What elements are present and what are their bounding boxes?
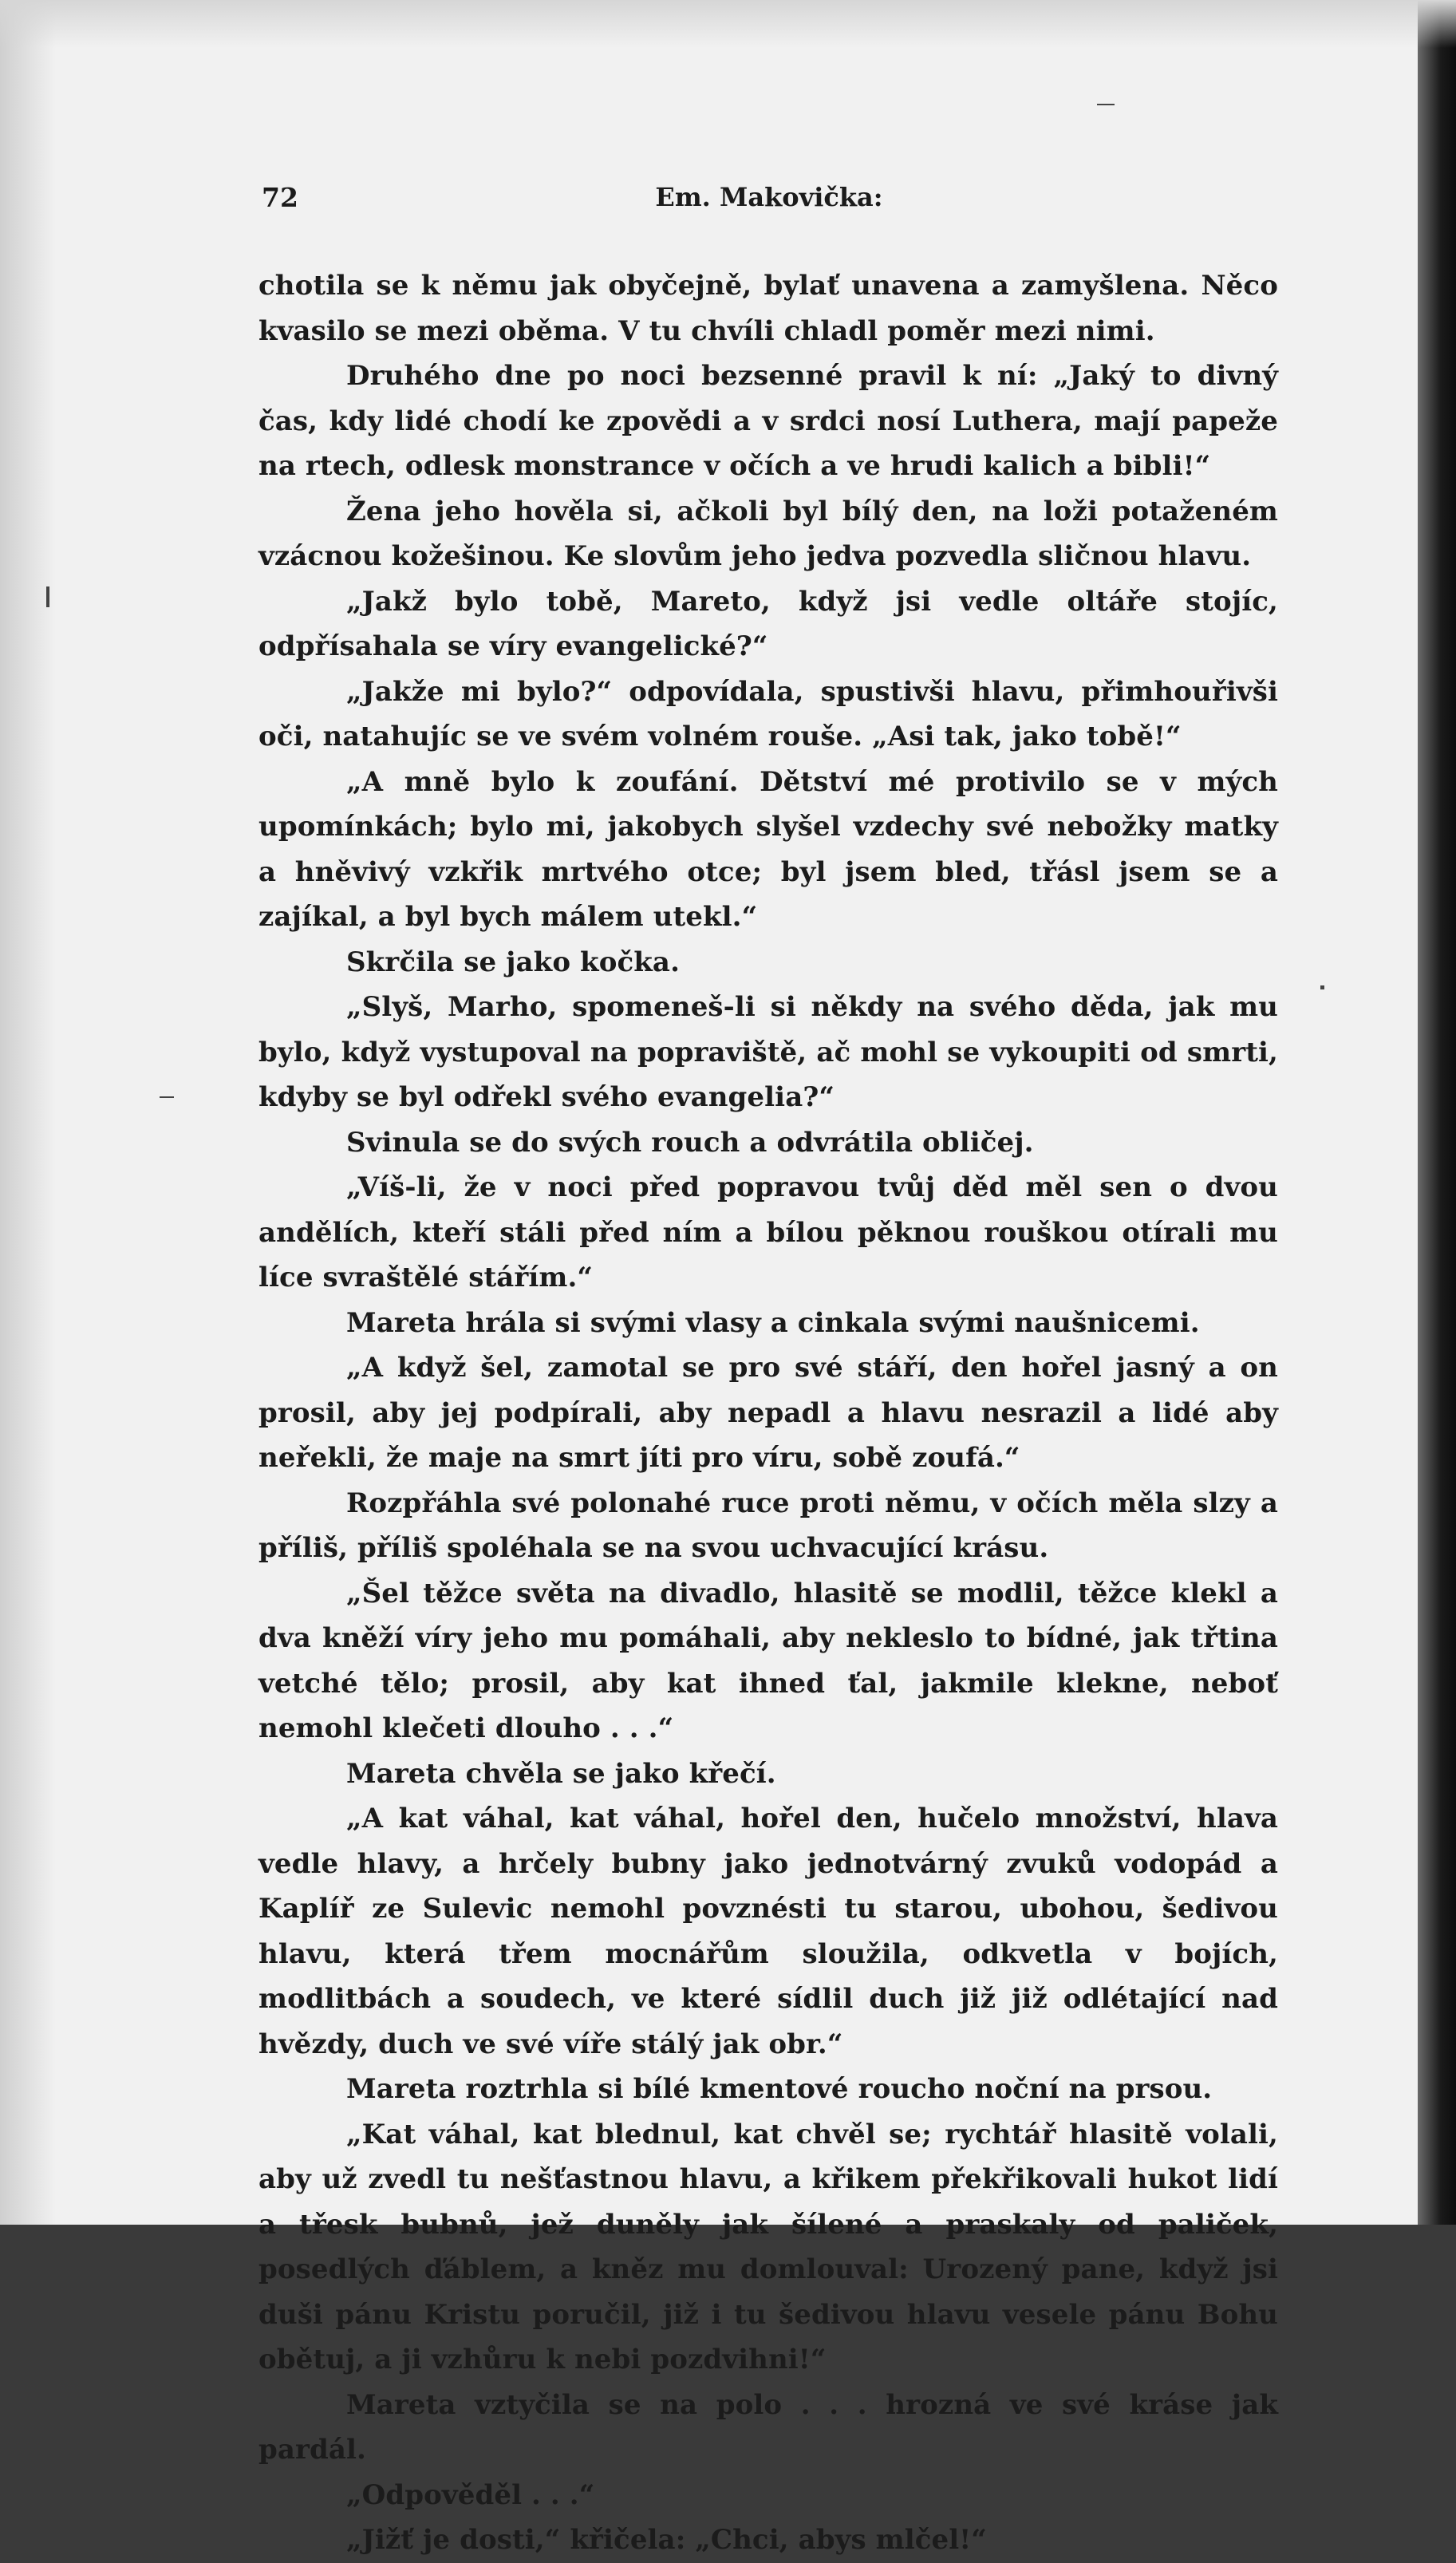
paragraph: Rozpřáhla své polonahé ruce proti němu, v očích měla slzy a příliš, příliš spoléhala se na svou uchvacující krásu.	[258, 1487, 1278, 1564]
paragraph: „A když šel, zamotal se pro své stáří, den hořel jasný a on prosil, aby jej podpírali, aby nepadl a hlavu nesrazil a lidé aby neřekli, že maje na smrt jíti pro víru, sobě zoufá.“	[258, 1352, 1278, 1474]
body-text	[258, 263, 1278, 2563]
paragraph: Skrčila se jako kočka.	[346, 946, 681, 978]
paragraph: „Jižť je dosti,“ křičela: „Chci, abys mlčel!“	[346, 2524, 987, 2556]
paragraph: „Šel těžce světa na divadlo, hlasitě se modlil, těžce klekl a dva kněží víry jeho mu pomáhali, aby nekleslo to bídné, jak třtina vetché tělo; prosil, aby kat ihned ťal, jakmile klekne, neboť nemohl klečeti dlouho . . .“	[258, 1577, 1278, 1744]
paragraph: Mareta chvěla se jako křečí.	[346, 1757, 776, 1790]
paragraph: „Odpověděl . . .“	[346, 2478, 595, 2511]
page-edge-shadow	[1418, 0, 1456, 2225]
paragraph: chotila se k němu jak obyčejně, bylať unavena a zamyšlena. Něco kvasilo se mezi oběma. V tu chvíli chladl poměr mezi nimi.	[258, 270, 1278, 347]
paragraph: Druhého dne po noci bezsenné pravil k ní: „Jaký to divný čas, kdy lidé chodí ke zpovědi a v srdci nosí Luthera, mají papeže na rtech, odlesk monstrance v očích a ve hrudi kalich a bibli!“	[258, 360, 1278, 482]
paragraph: Mareta vztyčila se na polo . . . hrozná ve své kráse jak pardál.	[258, 2388, 1278, 2466]
paragraph: Mareta hrála si svými vlasy a cinkala svými naušnicemi.	[346, 1306, 1200, 1339]
page-number: 72	[262, 182, 298, 213]
paragraph: Žena jeho hověla si, ačkoli byl bílý den, na loži potaženém vzácnou kožešinou. Ke slovům jeho jedva pozvedla sličnou hlavu.	[258, 495, 1278, 572]
paragraph: „A mně bylo k zoufání. Dětství mé protivilo se v mých upomínkách; bylo mi, jakobych slyšel vzdechy své nebožky matky a hněvivý vzkřik mrtvého otce; byl jsem bled, třásl jsem se a zajíkal, a byl bych málem utekl.“	[258, 765, 1278, 933]
paragraph: „Jakž bylo tobě, Mareto, když jsi vedle oltáře stojíc, odpřísahala se víry evangelické?“	[258, 585, 1278, 662]
paragraph: „Víš-li, že v noci před popravou tvůj děd měl sen o dvou andělích, kteří stáli před ním a bílou pěknou rouškou otírali mu líce svraštělé stářím.“	[258, 1171, 1278, 1293]
running-head: Em. Makovička:	[655, 182, 883, 212]
margin-mark	[160, 1096, 174, 1098]
margin-mark	[1320, 985, 1324, 989]
page-header	[262, 182, 1276, 230]
margin-mark	[1097, 104, 1115, 105]
margin-mark	[46, 586, 49, 607]
paragraph: Mareta roztrhla si bílé kmentové roucho noční na prsou.	[346, 2073, 1213, 2105]
paragraph: „A kat váhal, kat váhal, hořel den, hučelo množství, hlava vedle hlavy, a hrčely bubny jako jednotvárný zvuků vodopád a Kaplíř ze Sulevic nemohl povznésti tu starou, ubohou, šedivou hlavu, která třem mocnářům sloužila, odkvetla v bojích, modlitbách a soudech, ve které sídlil duch již již odlétající nad hvězdy, duch ve své víře stálý jak obr.“	[258, 1803, 1278, 2060]
paragraph: „Jakže mi bylo?“ odpovídala, spustivši hlavu, přimhouřivši oči, natahujíc se ve svém volném rouše. „Asi tak, jako tobě!“	[258, 675, 1278, 752]
paragraph: „Kat váhal, kat blednul, kat chvěl se; rychtář hlasitě volali, aby už zvedl tu nešťastnou hlavu, a křikem překřikovali hukot lidí a třesk bubnů, jež duněly jak šílené a praskaly od paliček, posedlých ďáblem, a kněz mu domlouval: Urozený pane, když jsi duši pánu Kristu poručil, již i tu šedivou hlavu vesele pánu Bohu obětuj, a ji vzhůru k nebi pozdvihni!“	[258, 2118, 1278, 2375]
paragraph: „Slyš, Marho, spomeneš-li si někdy na svého děda, jak mu bylo, když vystupoval na popraviště, ač mohl se vykoupiti od smrti, kdyby se byl odřekl svého evangelia?“	[258, 991, 1278, 1113]
paragraph: Svinula se do svých rouch a odvrátila obličej.	[346, 1126, 1034, 1159]
